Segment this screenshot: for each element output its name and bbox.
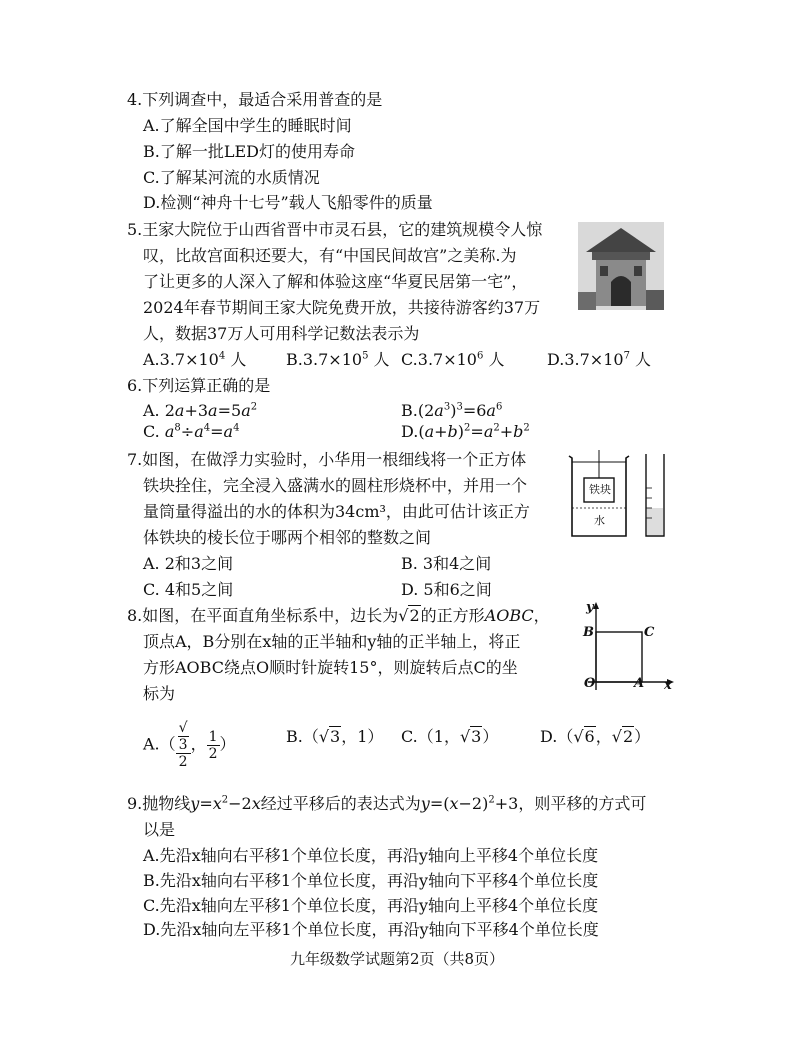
q7-line-1: 7.如图，在做浮力实验时，小华用一根细线将一个正方体 (127, 450, 527, 469)
q7-line-3: 量筒量得溢出的水的体积为34cm³，由此可估计该正方 (143, 502, 530, 521)
q7-option-a: A. 2和3之间 (143, 554, 234, 573)
q8-option-d: D.（√6，√2） (540, 727, 651, 746)
page-footer: 九年级数学试题第2页（共8页） (289, 950, 505, 968)
q8-line-3: 方形AOBC绕点O顺时针旋转15°，则旋转后点C的坐 (143, 658, 518, 677)
point-c-label: C (644, 625, 655, 640)
q4-option-b: B.了解一批LED灯的使用寿命 (143, 142, 355, 161)
q7-option-d: D. 5和6之间 (401, 580, 492, 599)
water-label: 水 (594, 514, 605, 527)
q9-option-a: A.先沿x轴向右平移1个单位长度，再沿y轴向上平移4个单位长度 (143, 846, 599, 865)
q9-stem: 9.抛物线$y=x^2-2x$经过平移后的表达式为$y=(x-2)^2+3$，则平移的方式可 (127, 794, 647, 813)
q8-option-b: B.（√3，1） (286, 727, 384, 746)
q4-stem: 4.下列调查中，最适合采用普查的是 (127, 90, 383, 109)
buoyancy-experiment-figure (566, 448, 670, 540)
q9-option-c: C.先沿x轴向左平移1个单位长度，再沿y轴向上平移4个单位长度 (143, 896, 599, 915)
axis-x-label: x (664, 678, 672, 693)
coordinate-square-figure (578, 598, 678, 698)
q6-option-b: $B.(2a^3)^3=6a^6$ (401, 401, 503, 420)
q9-line-2: 以是 (143, 820, 176, 839)
q8-option-c: C.（1，√3） (401, 727, 499, 746)
q5-line-1: 5.王家大院位于山西省晋中市灵石县，它的建筑规模令人惊 (127, 220, 543, 239)
q9-option-d: D.先沿x轴向左平移1个单位长度，再沿y轴向下平移4个单位长度 (143, 920, 599, 939)
q4-option-d: D.检测“神舟十七号”载人飞船零件的质量 (143, 193, 433, 212)
q6-stem: 6.下列运算正确的是 (127, 376, 271, 395)
q6-option-d: $D.(a+b)^2=a^2+b^2$ (401, 422, 530, 441)
q4-option-a: A.了解全国中学生的睡眠时间 (143, 116, 352, 135)
point-o-label: O (584, 676, 596, 691)
q8-option-a: A.（ √ 3 2 ， $\frac{1}{2}$ ） (143, 720, 236, 770)
q7-line-4: 体铁块的棱长位于哪两个相邻的整数之间 (143, 528, 432, 547)
q5-line-5: 人，数据37万人可用科学记数法表示为 (143, 324, 420, 343)
q5-line-2: 叹，比故宫面积还要大，有“中国民间故宫”之美称.为 (143, 246, 517, 265)
wangjia-courtyard-photo (578, 222, 664, 310)
q7-option-b: B. 3和4之间 (401, 554, 492, 573)
axis-y-label: y (586, 600, 594, 615)
q8-line-1: 8.如图，在平面直角坐标系中，边长为√2的正方形AOBC， (127, 606, 550, 625)
q7-line-2: 铁块拴住，完全浸入盛满水的圆柱形烧杯中，并用一个 (143, 476, 528, 495)
point-b-label: B (583, 625, 594, 640)
q5-option-d: $D.3.7\times 10^7$ 人 (547, 350, 652, 369)
q6-option-a: A. $2a+3a=5a^2$ (143, 401, 258, 420)
q5-line-4: 2024年春节期间王家大院免费开放，共接待游客约37万 (143, 298, 541, 317)
q5-option-b: $B.3.7\times 10^5$ 人 (286, 350, 390, 369)
q7-option-c: C. 4和5之间 (143, 580, 234, 599)
q8-line-4: 标为 (143, 684, 176, 703)
q4-option-c: C.了解某河流的水质情况 (143, 168, 320, 187)
q9-option-b: B.先沿x轴向右平移1个单位长度，再沿y轴向下平移4个单位长度 (143, 871, 599, 890)
q5-option-c: $C.3.7\times 10^6$ 人 (401, 350, 505, 369)
point-a-label: A (634, 676, 645, 691)
iron-block-label: 铁块 (589, 483, 611, 496)
q5-option-a: $A.3.7\times 10^4$ 人 (143, 350, 247, 369)
q8-line-2: 顶点A，B分别在x轴的正半轴和y轴的正半轴上，将正 (143, 632, 521, 651)
q6-option-c: C. $a^8\div a^4=a^4$ (143, 422, 240, 441)
q5-line-3: 了让更多的人深入了解和体验这座“华夏民居第一宅”， (143, 272, 528, 291)
